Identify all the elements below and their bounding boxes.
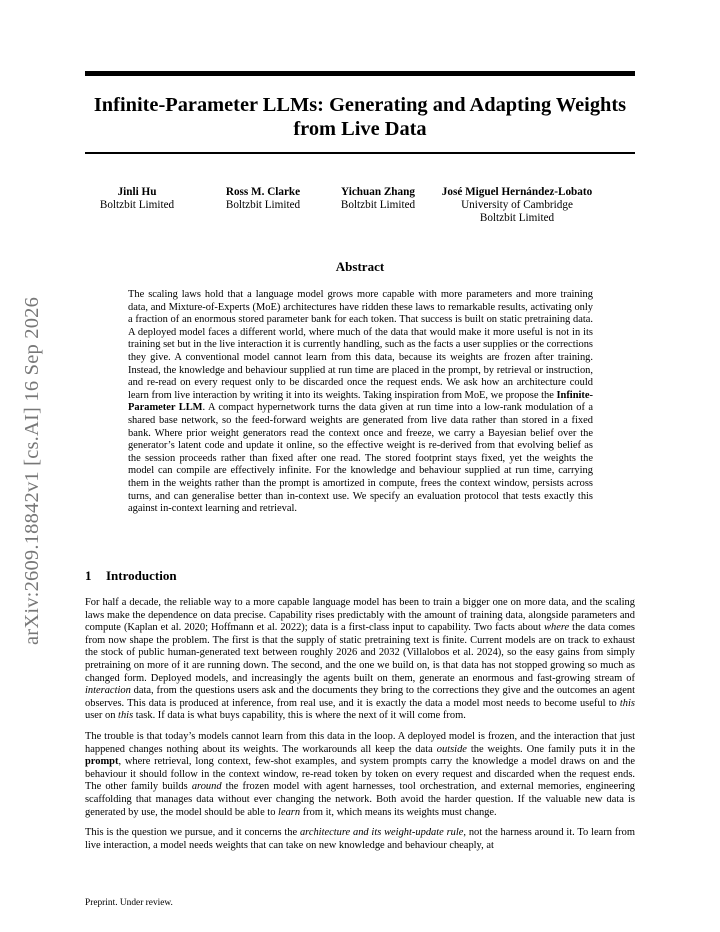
- emphasis: around: [191, 781, 222, 793]
- text-run: data, from the questions users ask and the documents they bring to the corrections they give and the outcomes an agent observes. This data is produced at inference, from real use, and it is exactly the data a model most needs to become useful to: [85, 685, 635, 709]
- author-4: [415, 186, 619, 225]
- emphasis: where: [544, 622, 570, 634]
- body-paragraph: [85, 827, 635, 852]
- text-run: . A compact hypernetwork turns the data given at run time into a low-rank modulation of a shared base network, so the feed-forward weights are generated from live data rather than stored in a fixed bank. Where prior weight generators read the context once and freeze, we carry a Bayesian belief over the generator’s latent code and update it online, so the effective weight is re-derived from that evolving belief as the session proceeds rather than fixed after one read. The stored footprint stays fixed, yet the weights the model can compile are effectively infinite. For the knowledge and behaviour supplied at run time, carrying them in the weights rather than the prompt is amortized in compute, frees the context window, persists across turns, and can generalise better than in-context use. We specify an evaluation protocol that tests exactly this against in-context learning and retrieval.: [128, 402, 593, 515]
- body-paragraph: [85, 731, 635, 819]
- title-bottom-rule: [85, 152, 635, 154]
- text-run: the data comes from now shape the problem. The first is that the supply of static pretraining text is finite. Current models are on track to exhaust the stock of public human-generated text between roughly 2026 and 2032 (Villalobos et al. 2024), so the easy gains from simply pretraining on more of it are running down. The second, and the one we build on, is that data has not stopped growing so much as changed form. Deployed models, and increasingly the agents built on them, generate an enormous and fast-growing stream of: [85, 622, 635, 684]
- body-paragraph: [85, 597, 635, 723]
- emphasis: learn: [278, 806, 301, 818]
- text-run: The scaling laws hold that a language model grows more capable with more parameters and more training data, and Mixture-of-Experts (MoE) architectures have ridden these laws to remarkable results, activating only a fraction of an enormous stored parameter bank for each token. That success is built on static pretraining data. A deployed model faces a different world, where much of the data that would make it more useful is not in its training set but in the live interaction it is currently handling, such as the facts a user supplies or the corrections they give. A conventional model cannot learn from this data, because its weights are frozen after training. Instead, the knowledge and behaviour supplied at run time are placed in the prompt, by retrieval or instruction, and re-read on every request only to be discarded once the request ends. We ask how an architecture could learn from live interaction by writing it into its weights. Taking inspiration from MoE, we propose the: [128, 289, 593, 401]
- emphasis: this: [118, 710, 134, 722]
- author-affiliation: Boltzbit Limited: [479, 212, 555, 224]
- author-affiliation: Boltzbit Limited: [340, 199, 416, 211]
- arxiv-identifier: arXiv:2609.18842v1 [cs.AI] 16 Sep 2026: [21, 296, 43, 645]
- bold-term: Infinite-Parameter LLM: [128, 389, 593, 414]
- text-run: For half a decade, the reliable way to a more capable language model has been to train a bigger one on more data, and the scaling laws make the dependence on data precise. Capability rises predictably with the amount of training data, alongside parameters and compute (Kaplan et al. 2020; Hoffmann et al. 2022); data is a first-class input to capability. Two facts about: [85, 597, 635, 634]
- text-run: , where retrieval, long context, few-shot examples, and system prompts carry the knowledge a model draws on and the behaviour it should follow in the context window, re-read token by token on every request and discarded when the request ends. The other family builds: [85, 756, 635, 793]
- author-1: [98, 186, 176, 212]
- emphasis: outside: [436, 743, 467, 755]
- author-name: Jinli Hu: [117, 186, 157, 198]
- section-body: [85, 597, 635, 852]
- author-affiliation: University of Cambridge: [461, 199, 573, 211]
- author-affiliation: Boltzbit Limited: [225, 199, 301, 211]
- bold-term: prompt: [85, 756, 119, 768]
- section-title: Introduction: [106, 568, 177, 583]
- author-2: [211, 186, 315, 212]
- emphasis: architecture and its weight-update rule: [299, 827, 464, 839]
- author-name: Ross M. Clarke: [225, 186, 301, 198]
- text-run: This is the question we pursue, and it concerns the: [85, 827, 300, 839]
- text-run: the weights. One family puts it in the: [466, 743, 635, 755]
- text-run: The trouble is that today’s models cannot learn from this data in the loop. A deployed model is frozen, and the interaction that just happened changes nothing about its weights. The workarounds all keep the data: [85, 730, 635, 755]
- emphasis: interaction: [85, 685, 131, 697]
- text-run: , not the harness around it. To learn from live interaction, a model needs weights that can take on new knowledge and behaviour cheaply, at: [85, 827, 635, 851]
- author-name: Yichuan Zhang: [341, 186, 415, 198]
- author-3: [330, 186, 426, 212]
- title-top-rule: [85, 71, 635, 76]
- section-heading: [85, 568, 177, 583]
- author-block: [85, 186, 635, 232]
- text-run: the frozen model with agent harnesses, tool orchestration, and external memories, engineering scaffolding that manages data without ever changing the network. Both avoid the harder question. If the valuable new data is generated by use, the model should be able to: [85, 781, 636, 818]
- section-number: 1: [85, 568, 92, 583]
- emphasis: this: [619, 697, 635, 709]
- abstract-heading: Abstract: [335, 259, 385, 274]
- author-affiliation: Boltzbit Limited: [99, 199, 175, 211]
- paper-title: Infinite-Parameter LLMs: Generating and Adapting Weights from Live Data: [93, 94, 627, 140]
- abstract-text: [128, 289, 593, 516]
- author-name: José Miguel Hernández-Lobato: [441, 186, 593, 198]
- text-run: from it, which means its weights must change.: [300, 806, 497, 818]
- abstract-paragraph: [128, 289, 593, 516]
- text-run: user on: [85, 710, 119, 722]
- page-footer: Preprint. Under review.: [85, 898, 173, 908]
- text-run: task. If data is what buys capability, this is where the next of it will come from.: [133, 710, 466, 722]
